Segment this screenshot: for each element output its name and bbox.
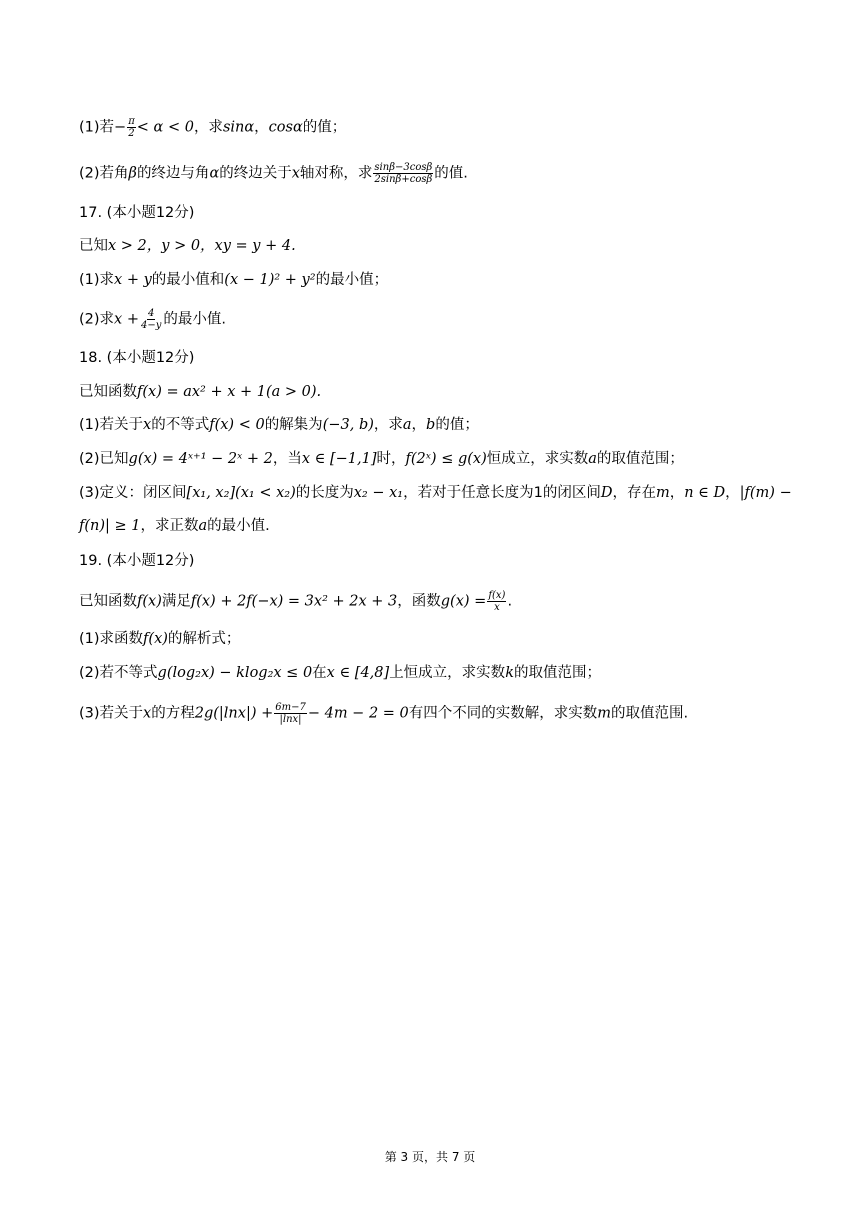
fraction bbox=[487, 590, 506, 613]
math: f(x) < 0 bbox=[209, 417, 265, 433]
fraction-denominator: 2sinβ+cosβ bbox=[374, 174, 433, 185]
text: ， bbox=[669, 485, 685, 501]
text: 的最小值. bbox=[207, 518, 270, 534]
math: x + bbox=[114, 311, 139, 328]
q18-part2 bbox=[79, 449, 684, 469]
text: ， bbox=[411, 417, 427, 433]
math: sinα bbox=[222, 119, 255, 136]
math: 2g(|lnx|) + bbox=[194, 705, 274, 722]
q18-part3-line2 bbox=[79, 516, 270, 536]
fraction-numerator: π bbox=[128, 116, 135, 127]
text: 已知函数 bbox=[79, 384, 137, 400]
math: < α < 0 bbox=[136, 119, 194, 136]
text: (1)求 bbox=[79, 272, 115, 288]
text: (3)定义：闭区间 bbox=[79, 485, 187, 501]
q17-part2 bbox=[79, 308, 226, 331]
fraction-denominator: |lnx| bbox=[279, 714, 302, 725]
math: m bbox=[597, 705, 612, 722]
math: x + y bbox=[114, 272, 152, 288]
fraction-denominator: 2 bbox=[128, 128, 135, 139]
text: (2)若角 bbox=[79, 165, 129, 182]
math: a bbox=[402, 417, 412, 433]
text: 的长度为 bbox=[295, 485, 354, 501]
q17-heading: 17. (本小题12分) bbox=[79, 205, 195, 221]
math: g(log₂x) − klog₂x ≤ 0 bbox=[157, 665, 313, 681]
text: 的值； bbox=[302, 119, 347, 136]
math: − bbox=[114, 119, 127, 136]
math: n ∈ D bbox=[684, 485, 726, 501]
text: 有四个不同的实数解，求实数 bbox=[408, 705, 598, 722]
fraction-numerator: 6m−7 bbox=[275, 702, 306, 713]
text: 的最小值和 bbox=[151, 272, 225, 288]
text: 的最小值. bbox=[163, 311, 226, 328]
q19-given bbox=[79, 590, 512, 613]
math: a bbox=[588, 451, 597, 467]
math: cosα bbox=[268, 119, 303, 136]
math: m bbox=[655, 485, 670, 501]
text: 满足 bbox=[161, 593, 191, 610]
text: ，若对于任意长度为1的闭区间 bbox=[403, 485, 601, 501]
text: 的解集为 bbox=[264, 417, 323, 433]
q16-part1 bbox=[79, 116, 346, 139]
math: [x₁, x₂](x₁ < x₂) bbox=[186, 485, 296, 501]
text: 的方程 bbox=[151, 705, 195, 722]
math: x ∈ [−1,1] bbox=[301, 451, 377, 467]
text: (2)已知 bbox=[79, 451, 129, 467]
math: f(x) = ax² + x + 1(a > 0). bbox=[137, 384, 322, 400]
math: D bbox=[600, 485, 613, 501]
text: ，当 bbox=[272, 451, 302, 467]
fraction-numerator: sinβ−3cosβ bbox=[374, 162, 433, 173]
fraction-numerator: f(x) bbox=[488, 590, 506, 601]
text: 在 bbox=[312, 665, 327, 681]
q18-part1 bbox=[79, 415, 479, 435]
text: 的终边关于 bbox=[219, 165, 292, 182]
fraction bbox=[274, 702, 307, 725]
text: 上恒成立，求实数 bbox=[389, 665, 506, 681]
text: 的值. bbox=[434, 165, 468, 182]
text: 的取值范围； bbox=[596, 451, 684, 467]
text: 已知函数 bbox=[79, 593, 137, 610]
math: f(x) bbox=[137, 593, 162, 610]
text: 已知 bbox=[79, 238, 108, 254]
text: . bbox=[507, 593, 513, 610]
text: (2)若不等式 bbox=[79, 665, 158, 681]
math: α bbox=[209, 165, 220, 182]
text: 的最小值； bbox=[315, 272, 389, 288]
page-footer: 第 3 页，共 7 页 bbox=[384, 1150, 476, 1164]
text: 的解析式； bbox=[167, 631, 241, 647]
q16-part2 bbox=[79, 162, 468, 185]
text: 恒成立，求实数 bbox=[486, 451, 589, 467]
text: (1)若 bbox=[79, 119, 115, 136]
math: g(x) = bbox=[440, 593, 487, 610]
math: β bbox=[128, 165, 137, 182]
math: (x − 1)² + y² bbox=[224, 272, 316, 288]
text: ，求正数 bbox=[140, 518, 199, 534]
text: 的取值范围. bbox=[611, 705, 689, 722]
text: 的取值范围； bbox=[513, 665, 601, 681]
text: ，函数 bbox=[397, 593, 441, 610]
text: 的终边与角 bbox=[136, 165, 210, 182]
math: k bbox=[505, 665, 514, 681]
fraction bbox=[373, 162, 433, 185]
math: f(n)| ≥ 1 bbox=[79, 518, 141, 534]
text: 的值； bbox=[435, 417, 479, 433]
math: g(x) = 4ˣ⁺¹ − 2ˣ + 2 bbox=[128, 451, 273, 467]
text: ， bbox=[725, 485, 740, 501]
fraction-numerator: 4 bbox=[147, 308, 155, 319]
fraction-denominator: 4−y bbox=[140, 320, 162, 331]
text: (2)求 bbox=[79, 311, 115, 328]
math: x ∈ [4,8] bbox=[326, 665, 390, 681]
math: x > 2，y > 0，xy = y + 4. bbox=[108, 238, 296, 254]
math: f(x) + 2f(−x) = 3x² + 2x + 3 bbox=[190, 593, 398, 610]
text: (3)若关于 bbox=[79, 705, 144, 722]
text: ， bbox=[254, 119, 269, 136]
text: 的不等式 bbox=[151, 417, 210, 433]
q19-part1 bbox=[79, 629, 240, 649]
math: x bbox=[291, 165, 300, 182]
math: − 4m − 2 = 0 bbox=[307, 705, 409, 722]
text: ，求 bbox=[373, 417, 403, 433]
math: a bbox=[198, 518, 208, 534]
text: (1)求函数 bbox=[79, 631, 144, 647]
fraction bbox=[140, 308, 162, 331]
q19-part3 bbox=[79, 702, 688, 725]
q19-heading: 19. (本小题12分) bbox=[79, 553, 195, 569]
math: (−3, b) bbox=[322, 417, 374, 433]
text: (1)若关于 bbox=[79, 417, 144, 433]
math: x bbox=[143, 705, 152, 722]
fraction bbox=[127, 116, 136, 139]
math: f(2ˣ) ≤ g(x) bbox=[405, 451, 487, 467]
q18-part3-line1 bbox=[79, 483, 792, 503]
fraction-denominator: x bbox=[494, 602, 500, 613]
q18-heading: 18. (本小题12分) bbox=[79, 350, 195, 366]
q17-part1 bbox=[79, 270, 388, 290]
q17-given bbox=[79, 236, 296, 256]
math: x bbox=[143, 417, 152, 433]
q19-part2 bbox=[79, 663, 601, 683]
text: ，存在 bbox=[612, 485, 656, 501]
math: |f(m) − bbox=[739, 485, 792, 501]
text: ，求 bbox=[193, 119, 223, 136]
q18-given bbox=[79, 382, 321, 402]
math: x₂ − x₁ bbox=[353, 485, 404, 501]
text: 时， bbox=[376, 451, 406, 467]
text: 轴对称，求 bbox=[299, 165, 373, 182]
math: b bbox=[426, 417, 436, 433]
math: f(x) bbox=[143, 631, 168, 647]
